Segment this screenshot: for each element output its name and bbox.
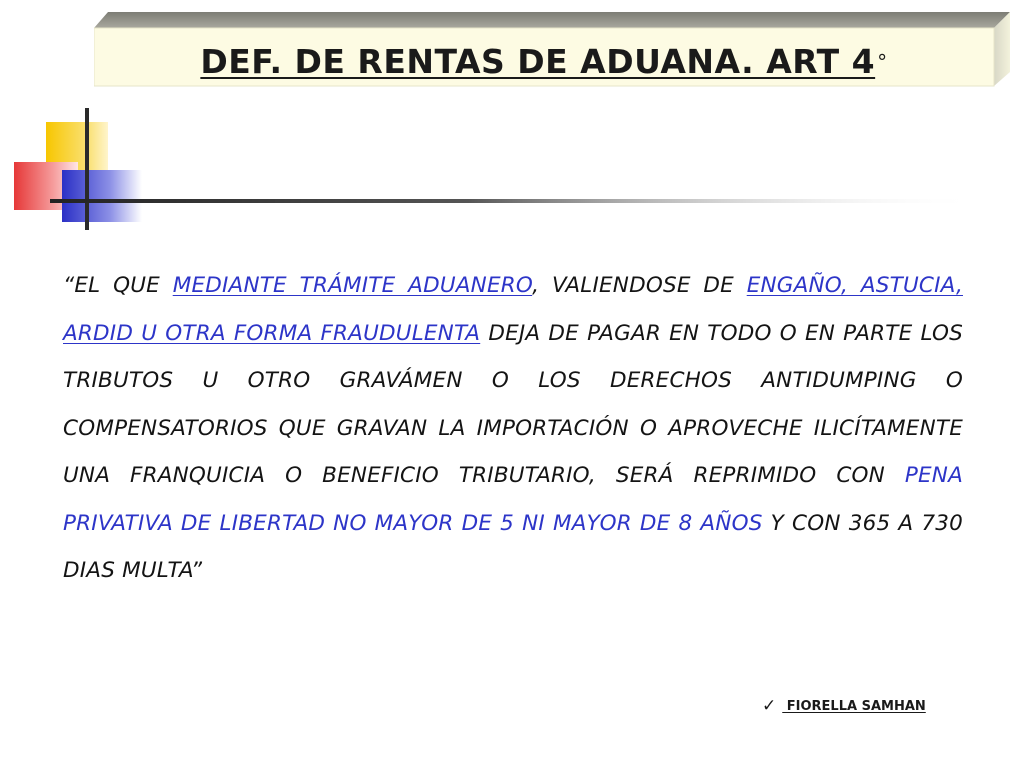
page-title <box>94 42 994 81</box>
open-quote: “ <box>63 273 75 298</box>
customs-procedure-link[interactable]: MEDIANTE TRÁMITE ADUANERO <box>172 273 533 298</box>
decorative-squares <box>0 100 1000 240</box>
penalty-highlight: PENA PRIVATIVA DE LIBERTAD NO MAYOR DE 5 NI MAYOR DE 8 AÑOS <box>63 463 963 536</box>
title-degree-symbol: ° <box>877 50 888 74</box>
quote-segment-4: Y CON 365 A 730 DIAS MULTA <box>63 510 963 583</box>
law-definition-quote <box>63 262 963 595</box>
checkmark-icon: ✓ <box>762 696 777 716</box>
quote-segment-3: DEJA DE PAGAR EN TODO O EN PARTE LOS TRIBUTOS U OTRO GRAVÁMEN O LOS DERECHOS ANTIDUMPING O COMPENSATORIOS QUE GRAVAN LA IMPORTACIÓN O APROVECHE ILICÍTAMENTE UNA FRANQUICIA O BENEFICIO TRIBUTARIO, SERÁ REPRIMIDO CON <box>63 320 963 488</box>
decorative-squares-graphic <box>0 100 1000 240</box>
title-banner <box>94 12 1010 88</box>
title-main-text: DEF. DE RENTAS DE ADUANA. ART 4 <box>200 42 876 81</box>
quote-segment-1: EL QUE <box>74 273 173 298</box>
close-quote: ” <box>190 558 203 583</box>
quote-segment-2: , VALIENDOSE DE <box>532 273 747 298</box>
author-name: FIORELLA SAMHAN <box>782 699 926 714</box>
author-line <box>762 696 926 716</box>
fraud-means-link[interactable]: ENGAÑO, ASTUCIA, ARDID U OTRA FORMA FRAUDULENTA <box>63 273 963 346</box>
